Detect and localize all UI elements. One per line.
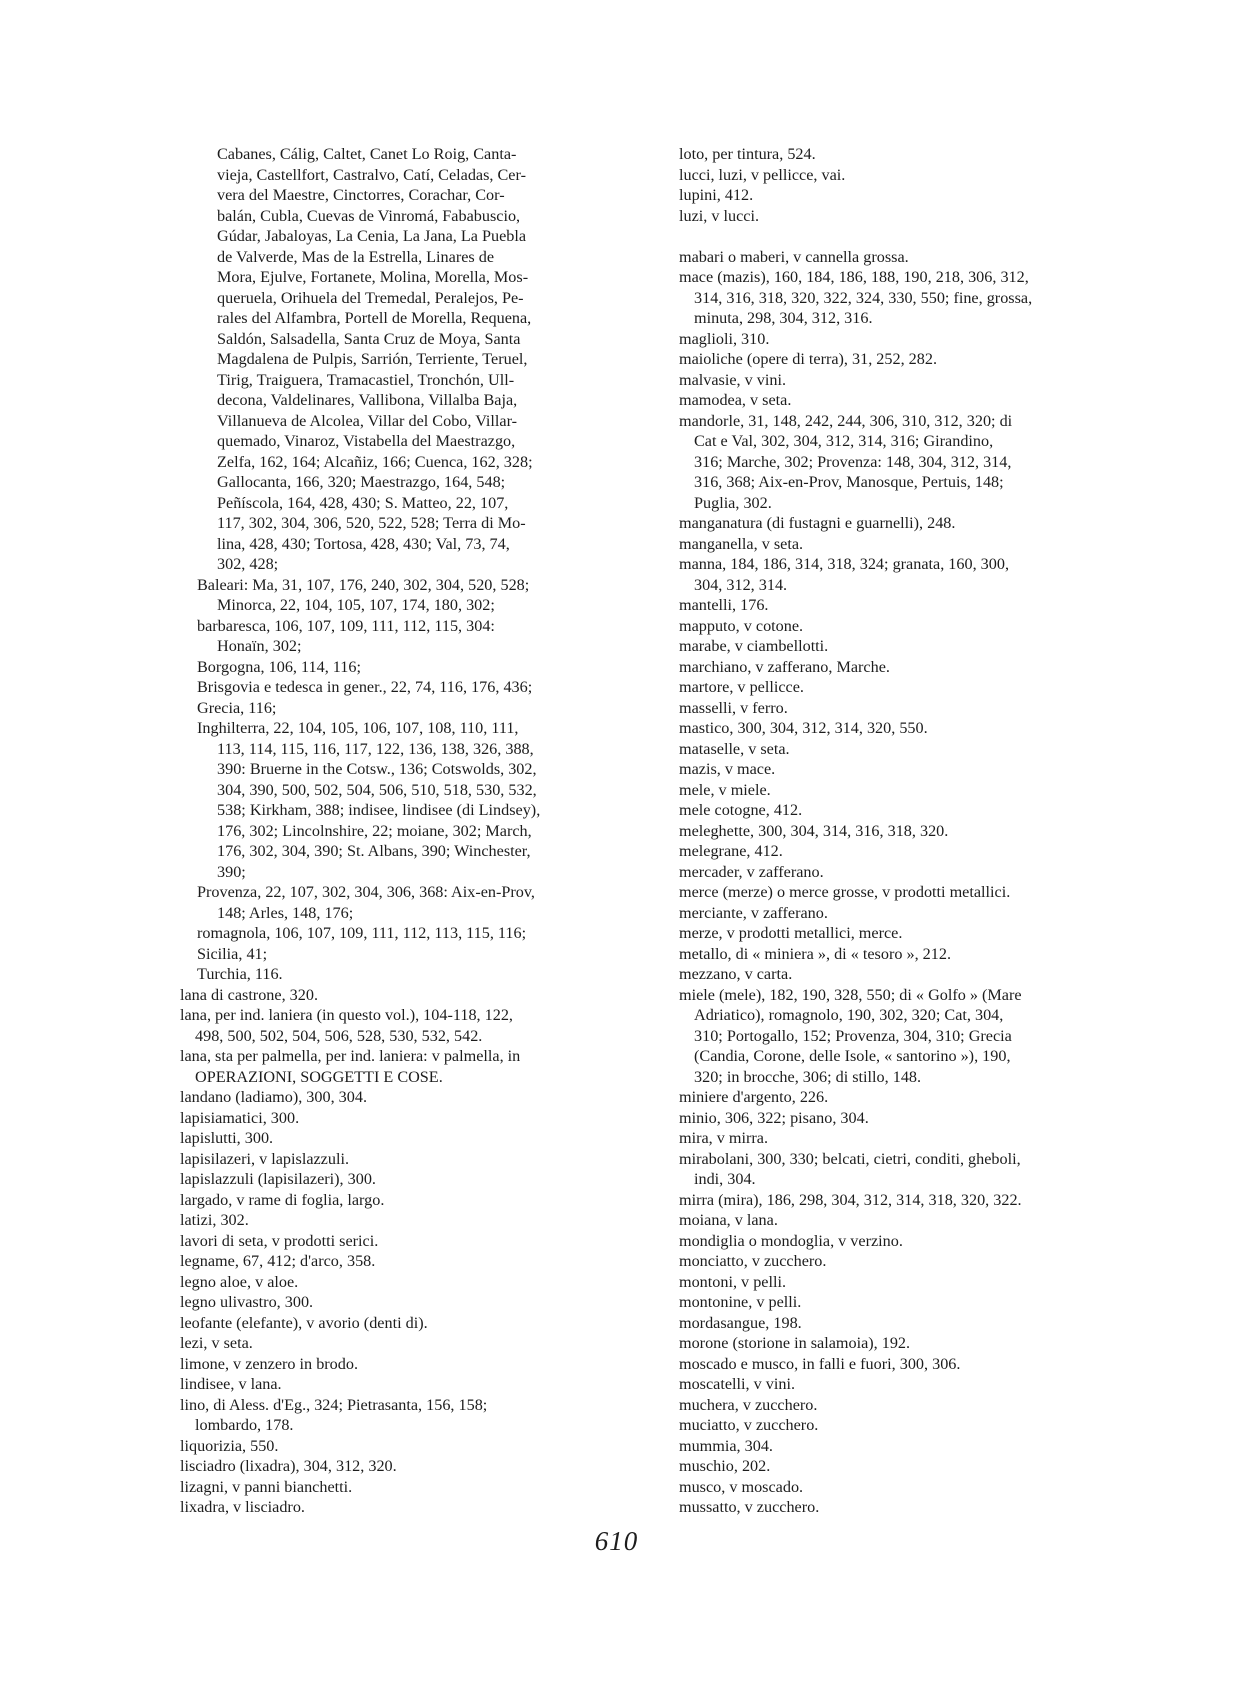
index-entry-line: Cat e Val, 302, 304, 312, 314, 316; Girandino,	[694, 432, 994, 450]
index-entry-line: 498, 500, 502, 504, 506, 528, 530, 532, 542.	[195, 1026, 483, 1045]
index-entry-line: 320; in brocche, 306; di stillo, 148.	[694, 1067, 922, 1086]
index-entry-line: Saldón, Salsadella, Santa Cruz de Moya, Santa	[217, 329, 521, 348]
index-entry-line: marabe, v ciambellotti.	[679, 637, 829, 655]
index-entry-line: decona, Valdelinares, Vallibona, Villalba Baja,	[217, 391, 518, 409]
index-entry-line: moscatelli, v vini.	[679, 1375, 795, 1393]
index-entry-line: muciatto, v zucchero.	[679, 1416, 819, 1434]
index-entry-line: balán, Cubla, Cuevas de Vinromá, Fababuscio,	[217, 206, 521, 225]
index-entry-line: Baleari: Ma, 31, 107, 176, 240, 302, 304, 520, 528;	[197, 575, 530, 594]
index-entry-line: meleghette, 300, 304, 314, 316, 318, 320.	[679, 821, 949, 840]
index-entry-line: mandorle, 31, 148, 242, 244, 306, 310, 312, 320; di	[679, 411, 1013, 430]
index-entry-line: lina, 428, 430; Tortosa, 428, 430; Val, 73, 74,	[217, 534, 510, 553]
index-entry-line: 390: Bruerne in the Cotsw., 136; Cotswolds, 302,	[217, 760, 537, 778]
index-entry-line: barbaresca, 106, 107, 109, 111, 112, 115, 304:	[197, 616, 495, 635]
index-entry-line: montonine, v pelli.	[679, 1293, 802, 1311]
index-entry-line: maglioli, 310.	[679, 329, 770, 348]
index-entry-line: Inghilterra, 22, 104, 105, 106, 107, 108, 110, 111,	[197, 719, 519, 737]
index-entry-line: lana, per ind. laniera (in questo vol.), 104-118, 122,	[180, 1006, 513, 1024]
index-entry-line: 316; Marche, 302; Provenza: 148, 304, 312, 314,	[694, 452, 1012, 471]
index-entry-line: lapisiamatici, 300.	[180, 1108, 300, 1127]
index-entry-line: Minorca, 22, 104, 105, 107, 174, 180, 302;	[217, 596, 495, 614]
index-entry-line: muchera, v zucchero.	[679, 1395, 818, 1414]
index-entry-line: 304, 312, 314.	[694, 575, 788, 594]
index-entry-line: moscado e musco, in falli e fuori, 300, 306.	[679, 1354, 961, 1373]
index-entry-line: merce (merze) o merce grosse, v prodotti metallici.	[679, 883, 1011, 901]
index-entry-line: mummia, 304.	[679, 1436, 773, 1455]
index-entry-line: lana di castrone, 320.	[180, 985, 318, 1004]
index-entry-line: 148; Arles, 148, 176;	[217, 903, 354, 922]
index-entry-line: lapisilazeri, v lapislazzuli.	[180, 1149, 350, 1168]
index-entry-line: maioliche (opere di terra), 31, 252, 282.	[679, 350, 938, 368]
index-entry-line: latizi, 302.	[180, 1211, 249, 1229]
index-entry-line: quemado, Vinaroz, Vistabella del Maestrazgo,	[217, 432, 516, 450]
index-entry-line: leofante (elefante), v avorio (denti di).	[180, 1313, 428, 1332]
index-entry-line: mirabolani, 300, 330; belcati, cietri, conditi, gheboli,	[679, 1149, 1021, 1168]
index-entry-line: Peñíscola, 164, 428, 430; S. Matteo, 22, 107,	[217, 493, 509, 512]
index-entry-line: minio, 306, 322; pisano, 304.	[679, 1108, 869, 1127]
index-entry-line: mezzano, v carta.	[679, 965, 793, 983]
index-entry-line: rales del Alfambra, Portell de Morella, Requena,	[217, 309, 532, 327]
index-entry-line: Gallocanta, 166, 320; Maestrazgo, 164, 548;	[217, 473, 506, 491]
index-entry-line: 538; Kirkham, 388; indisee, lindisee (di Lindsey),	[217, 801, 541, 819]
index-entry-line: musco, v moscado.	[679, 1477, 804, 1496]
index-entry-line: liquorizia, 550.	[180, 1436, 279, 1455]
index-entry-line: lavori di seta, v prodotti serici.	[180, 1231, 379, 1250]
index-entry-line: loto, per tintura, 524.	[679, 145, 816, 163]
index-entry-line: Tirig, Traiguera, Tramacastiel, Tronchón, Ull-	[217, 370, 515, 389]
index-entry-line: lezi, v seta.	[180, 1334, 253, 1352]
index-entry-line: lapislutti, 300.	[180, 1129, 274, 1147]
index-entry-line: Gúdar, Jabaloyas, La Cenia, La Jana, La Puebla	[217, 227, 527, 245]
index-entry-line: lana, sta per palmella, per ind. laniera: v palmella, in	[180, 1047, 521, 1065]
index-entry-line: Puglia, 302.	[694, 493, 772, 512]
index-entry-line: 390;	[217, 862, 246, 881]
index-entry-line: Provenza, 22, 107, 302, 304, 306, 368: Aix-en-Prov,	[197, 883, 535, 901]
index-entry-line: Turchia, 116.	[197, 965, 283, 983]
index-entry-line: 113, 114, 115, 116, 117, 122, 136, 138, 326, 388,	[217, 739, 534, 758]
index-entry-line: Cabanes, Cálig, Caltet, Canet Lo Roig, Canta-	[217, 145, 517, 163]
index-entry-line: legno aloe, v aloe.	[180, 1272, 299, 1291]
index-entry-line: manganella, v seta.	[679, 534, 804, 553]
index-entry-line: largado, v rame di foglia, largo.	[180, 1190, 385, 1209]
index-entry-line: legname, 67, 412; d'arco, 358.	[180, 1252, 376, 1270]
index-entry-line: lupini, 412.	[679, 186, 754, 204]
index-entry-line: mondiglia o mondoglia, v verzino.	[679, 1231, 903, 1250]
index-entry-line: indi, 304.	[694, 1170, 756, 1188]
index-entry-line: mapputo, v cotone.	[679, 616, 804, 635]
index-entry-line: mele cotogne, 412.	[679, 801, 803, 819]
index-entry-line: Borgogna, 106, 114, 116;	[197, 657, 361, 676]
index-entry-line: luzi, v lucci.	[679, 206, 760, 225]
section-gap	[679, 226, 1137, 247]
index-entry-line: Mora, Ejulve, Fortanete, Molina, Morella, Mos-	[217, 268, 529, 286]
index-entry-line: merciante, v zafferano.	[679, 903, 828, 922]
index-entry-line: queruela, Orihuela del Tremedal, Peralejos, Pe-	[217, 288, 524, 307]
index-entry-line: mercader, v zafferano.	[679, 862, 824, 881]
index-entry-line: lino, di Aless. d'Eg., 324; Pietrasanta, 156, 158;	[180, 1395, 488, 1414]
index-entry-line: Zelfa, 162, 164; Alcañiz, 166; Cuenca, 162, 328;	[217, 452, 533, 471]
index-entry-line: mabari o maberi, v cannella grossa.	[679, 247, 909, 266]
index-entry-line: mazis, v mace.	[679, 760, 776, 778]
index-entry-line: Honaïn, 302;	[217, 637, 302, 655]
index-entry-line: Sicilia, 41;	[197, 944, 268, 963]
index-entry-line: merze, v prodotti metallici, merce.	[679, 924, 903, 942]
index-entry-line: OPERAZIONI, SOGGETTI E COSE.	[195, 1067, 443, 1086]
index-entry-line: Villanueva de Alcolea, Villar del Cobo, Villar-	[217, 411, 518, 430]
index-entry-line: mordasangue, 198.	[679, 1313, 802, 1332]
index-entry-line: mataselle, v seta.	[679, 739, 790, 758]
index-entry-line: 302, 428;	[217, 555, 279, 573]
index-entry-line: vera del Maestre, Cinctorres, Corachar, Cor-	[217, 186, 505, 204]
index-entry-line: 304, 390, 500, 502, 504, 506, 510, 518, 530, 532,	[217, 780, 537, 799]
index-entry-line: landano (ladiamo), 300, 304.	[180, 1088, 368, 1106]
index-entry-line: martore, v pellicce.	[679, 678, 804, 696]
index-entry-line: mamodea, v seta.	[679, 391, 792, 409]
index-entry-line: legno ulivastro, 300.	[180, 1293, 314, 1311]
index-entry-line: miniere d'argento, 226.	[679, 1088, 829, 1106]
index-entry-line: Brisgovia e tedesca in gener., 22, 74, 116, 176, 436;	[197, 678, 533, 696]
index-entry-line: mirra (mira), 186, 298, 304, 312, 314, 318, 320, 322.	[679, 1190, 1022, 1209]
index-entry-line: mantelli, 176.	[679, 596, 769, 614]
index-entry-line: 314, 316, 318, 320, 322, 324, 330, 550; fine, grossa,	[694, 288, 1033, 307]
index-entry-line: muschio, 202.	[679, 1457, 771, 1475]
index-entry-line: Grecia, 116;	[197, 698, 277, 717]
index-entry-line: monciatto, v zucchero.	[679, 1252, 827, 1270]
index-entry-line: mira, v mirra.	[679, 1129, 768, 1147]
index-entry-line: de Valverde, Mas de la Estrella, Linares de	[217, 247, 495, 266]
index-entry-line: mace (mazis), 160, 184, 186, 188, 190, 218, 306, 312,	[679, 268, 1029, 286]
index-entry-line: 176, 302, 304, 390; St. Albans, 390; Winchester,	[217, 842, 531, 860]
index-entry-line: 316, 368; Aix-en-Prov, Manosque, Pertuis, 148;	[694, 473, 1004, 491]
index-entry-line: (Candia, Corone, delle Isole, « santorino »), 190,	[694, 1047, 1011, 1065]
index-entry-line: marchiano, v zafferano, Marche.	[679, 657, 890, 676]
index-entry-line: lisciadro (lixadra), 304, 312, 320.	[180, 1457, 397, 1475]
index-entry-line: moiana, v lana.	[679, 1211, 778, 1229]
index-entry-line: lindisee, v lana.	[180, 1375, 282, 1393]
index-entry-line: Magdalena de Pulpis, Sarrión, Terriente, Teruel,	[217, 350, 528, 368]
page-number: 610	[594, 1526, 639, 1556]
index-column-right	[679, 144, 1137, 1518]
index-entry-line: mastico, 300, 304, 312, 314, 320, 550.	[679, 719, 928, 737]
index-entry-line: lombardo, 178.	[195, 1416, 294, 1434]
index-entry-line: lixadra, v lisciadro.	[180, 1498, 305, 1516]
index-entry-line: lizagni, v panni bianchetti.	[180, 1477, 353, 1496]
index-entry-line: Adriatico), romagnolo, 190, 302, 320; Cat, 304,	[694, 1006, 1004, 1024]
index-entry-line: montoni, v pelli.	[679, 1272, 787, 1291]
index-entry-line: malvasie, v vini.	[679, 370, 786, 389]
index-entry-line: mele, v miele.	[679, 780, 771, 799]
index-entry-line: morone (storione in salamoia), 192.	[679, 1334, 911, 1352]
index-entry-line: 176, 302; Lincolnshire, 22; moiane, 302; March,	[217, 821, 532, 840]
index-entry-line: mussatto, v zucchero.	[679, 1498, 820, 1516]
index-entry-line: metallo, di « miniera », di « tesoro », 212.	[679, 944, 951, 963]
index-entry-line: masselli, v ferro.	[679, 698, 788, 717]
index-column-left	[180, 144, 634, 1518]
index-entry-line: melegrane, 412.	[679, 842, 783, 860]
index-entry-line: lapislazzuli (lapisilazeri), 300.	[180, 1170, 376, 1188]
index-entry-line: 310; Portogallo, 152; Provenza, 304, 310; Grecia	[694, 1026, 1012, 1045]
index-entry-line: miele (mele), 182, 190, 328, 550; di « Golfo » (Mare	[679, 985, 1022, 1004]
index-entry-line: manganatura (di fustagni e guarnelli), 248.	[679, 514, 956, 532]
index-entry-line: vieja, Castellfort, Castralvo, Catí, Celadas, Cer-	[217, 165, 526, 184]
index-entry-line: limone, v zenzero in brodo.	[180, 1354, 359, 1373]
index-entry-line: manna, 184, 186, 314, 318, 324; granata, 160, 300,	[679, 555, 1009, 573]
index-entry-line: romagnola, 106, 107, 109, 111, 112, 113, 115, 116;	[197, 924, 527, 942]
index-entry-line: minuta, 298, 304, 312, 316.	[694, 309, 873, 327]
index-entry-line: 117, 302, 304, 306, 520, 522, 528; Terra di Mo-	[217, 514, 526, 532]
index-entry-line: lucci, luzi, v pellicce, vai.	[679, 165, 846, 184]
